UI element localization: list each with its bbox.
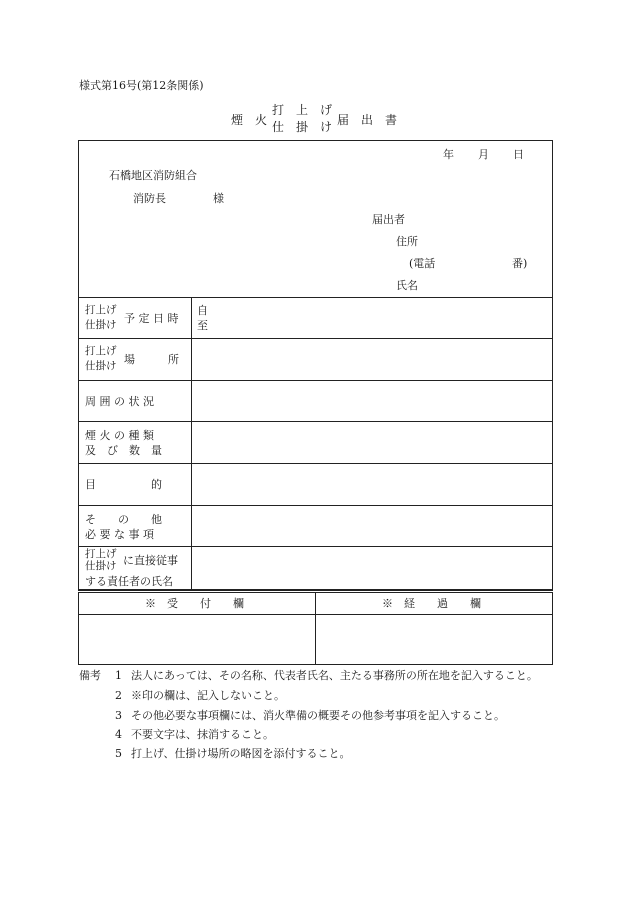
purpose-field[interactable] <box>193 465 550 503</box>
applicant-label: 届出者 <box>372 213 405 226</box>
place-label-upper: 打上げ <box>85 345 117 357</box>
schedule-from: 自 <box>197 304 208 317</box>
title-upper: 打 上 げ <box>272 103 333 117</box>
place-label-suffix: 場 所 <box>124 353 179 366</box>
row-divider <box>78 463 553 464</box>
addressee-honorific: 様 <box>213 192 224 205</box>
note-text: 法人にあっては、その名称、代表者氏名、主たる事務所の所在地を記入すること。 <box>131 669 538 682</box>
date-month: 月 <box>478 148 489 161</box>
row-divider <box>78 505 553 506</box>
purpose-label: 目 的 <box>85 478 162 491</box>
progress-field <box>317 616 551 663</box>
note-number: 3 <box>115 709 122 722</box>
fireworks-label-line2: 及 び 数 量 <box>85 444 162 457</box>
date-day: 日 <box>513 148 524 161</box>
person-label-line3: する責任者の氏名 <box>85 575 173 588</box>
schedule-label-lower: 仕掛け <box>85 319 117 331</box>
reception-header: ※ 受 付 欄 <box>145 597 244 610</box>
row-divider <box>78 546 553 547</box>
reception-field <box>80 616 313 663</box>
name-label: 氏名 <box>396 279 418 292</box>
title-prefix: 煙 火 <box>231 113 268 127</box>
surroundings-label: 周 囲 の 状 況 <box>85 395 154 408</box>
person-label-upper: 打上げ <box>85 548 117 560</box>
schedule-label-suffix: 予 定 日 時 <box>124 312 179 325</box>
title-suffix: 届 出 書 <box>337 113 398 127</box>
schedule-to: 至 <box>197 319 208 332</box>
row-divider <box>78 589 553 590</box>
addressee-org: 石橋地区消防組合 <box>109 169 197 182</box>
person-field[interactable] <box>193 548 550 587</box>
progress-header: ※ 経 過 欄 <box>382 597 481 610</box>
place-label-lower: 仕掛け <box>85 360 117 372</box>
row-divider <box>78 380 553 381</box>
fireworks-label-line1: 煙 火 の 種 類 <box>85 429 154 442</box>
note-text: 不要文字は、抹消すること。 <box>131 728 274 741</box>
phone-close: 番) <box>512 257 528 270</box>
office-use-column-divider <box>315 592 316 665</box>
schedule-field[interactable] <box>210 299 550 336</box>
phone-open: (電話 <box>409 257 436 270</box>
note-number: 2 <box>115 689 122 702</box>
note-text: その他必要な事項欄には、消火準備の概要その他参考事項を記入すること。 <box>131 709 505 722</box>
row-divider <box>78 297 553 298</box>
surroundings-field[interactable] <box>193 382 550 419</box>
note-number: 4 <box>115 728 122 741</box>
other-field[interactable] <box>193 507 550 544</box>
form-number: 様式第16号(第12条関係) <box>79 79 204 92</box>
row-divider <box>78 421 553 422</box>
place-field[interactable] <box>193 340 550 378</box>
address-label: 住所 <box>396 235 418 248</box>
person-label-suffix: に直接従事 <box>123 554 178 567</box>
date-year: 年 <box>443 148 454 161</box>
label-column-divider <box>191 297 192 589</box>
notes-label: 備考 <box>79 669 101 682</box>
note-number: 1 <box>115 669 122 682</box>
other-label-line2: 必 要 な 事 項 <box>85 528 154 541</box>
schedule-label-upper: 打上げ <box>85 304 117 316</box>
title-lower: 仕 掛 け <box>272 120 333 134</box>
note-text: 打上げ、仕掛け場所の略図を添付すること。 <box>131 747 351 760</box>
person-label-lower: 仕掛け <box>85 560 117 572</box>
row-divider <box>78 338 553 339</box>
other-label-line1: そ の 他 <box>85 513 162 526</box>
fireworks-field[interactable] <box>193 423 550 461</box>
note-number: 5 <box>115 747 122 760</box>
addressee-title: 消防長 <box>133 192 166 205</box>
note-text: ※印の欄は、記入しないこと。 <box>131 689 285 702</box>
